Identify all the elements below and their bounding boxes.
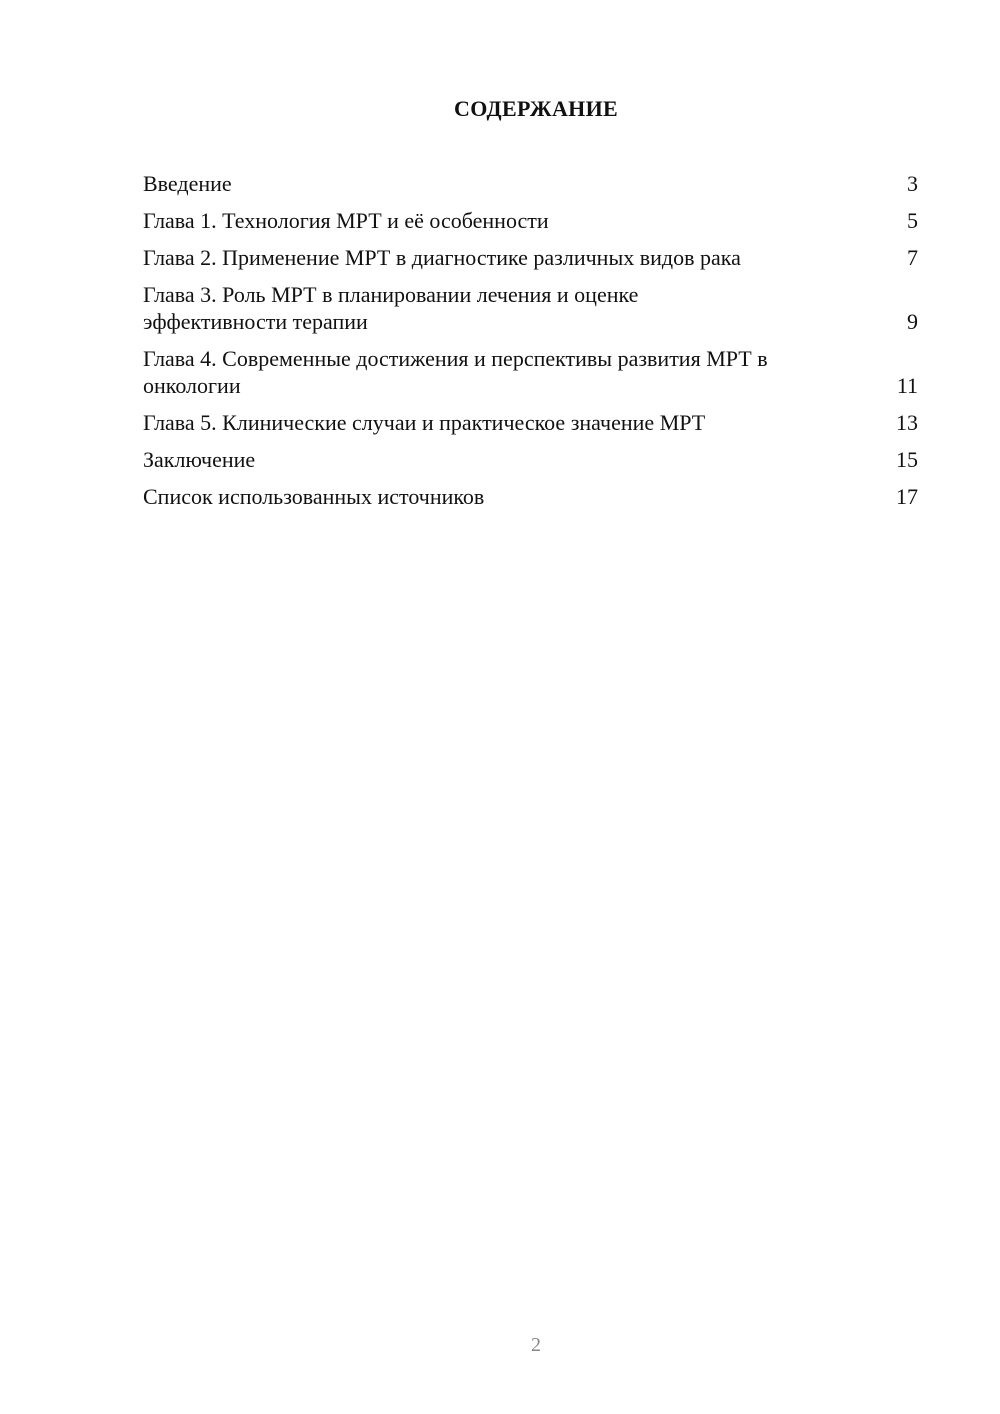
- toc-entry-chapter-2: [143, 244, 918, 271]
- toc-entry-chapter-1: [143, 207, 918, 234]
- toc-entry-text: Введение: [143, 171, 232, 196]
- toc-entry-text: Список использованных источников: [143, 484, 485, 509]
- toc-entry-introduction: [143, 170, 918, 197]
- toc-entry-text: Глава 4. Современные достижения и перспективы развития МРТ в онкологии: [143, 346, 768, 398]
- toc-entry-text: Глава 3. Роль МРТ в планировании лечения и оценке эффективности терапии: [143, 282, 639, 334]
- toc-entry-chapter-4: [143, 345, 918, 399]
- toc-entry-page: 3: [907, 171, 918, 196]
- page-title: СОДЕРЖАНИЕ: [454, 96, 618, 121]
- toc-entry-page: 11: [896, 373, 918, 398]
- toc-entry-text: Глава 1. Технология МРТ и её особенности: [143, 208, 549, 233]
- toc-entry-conclusion: [143, 446, 918, 473]
- toc-entry-page: 13: [896, 410, 918, 435]
- toc-entry-page: 5: [907, 208, 918, 233]
- toc-entry-references: [143, 483, 918, 510]
- toc-entry-page: 17: [896, 484, 918, 509]
- toc-entry-page: 9: [907, 309, 918, 334]
- toc-entry-text: Глава 2. Применение МРТ в диагностике различных видов рака: [143, 245, 741, 270]
- toc-entry-text: Глава 5. Клинические случаи и практическое значение МРТ: [143, 410, 706, 435]
- page-number: 2: [531, 1334, 541, 1356]
- toc-entry-page: 7: [907, 245, 918, 270]
- toc-entry-text: Заключение: [143, 447, 256, 472]
- toc-entry-chapter-5: [143, 409, 918, 436]
- toc-entry-page: 15: [896, 447, 918, 472]
- toc-entry-chapter-3: [143, 281, 918, 335]
- table-of-contents: [143, 170, 918, 520]
